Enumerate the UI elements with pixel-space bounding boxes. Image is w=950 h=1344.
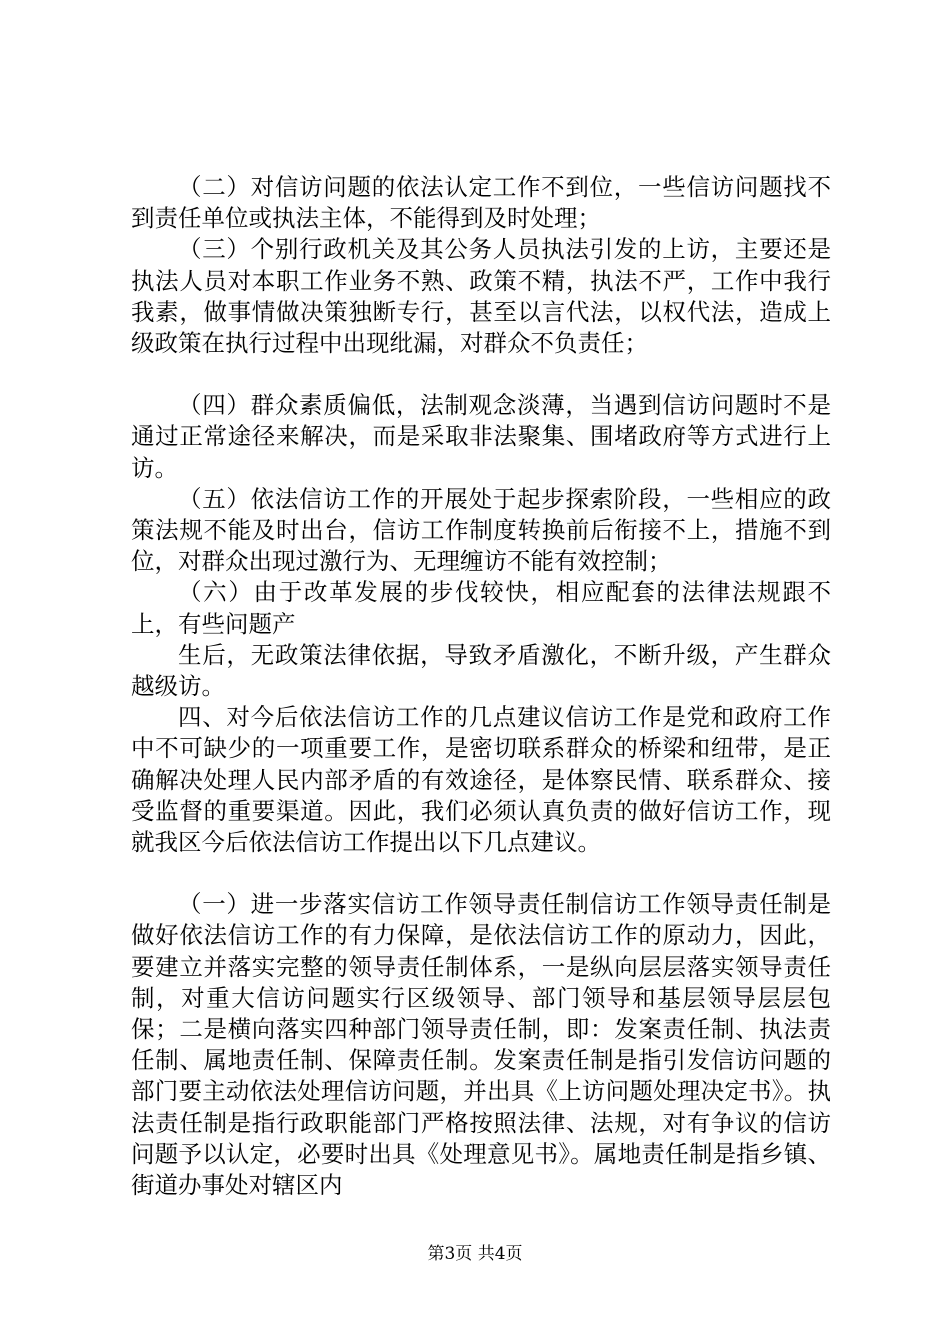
document-body	[131, 172, 831, 1201]
suggestion-1-paragraph: （一）进一步落实信访工作领导责任制信访工作领导责任制是做好依法信访工作的有力保障，是依法信访工作的原动力，因此，要建立并落实完整的领导责任制体系，一是纵向层层落实领导责任制，对重大信访问题实行区级领导、部门领导和基层领导层层包保；二是横向落实四种部门领导责任制，即：发案责任制、执法责任制、属地责任制、保障责任制。发案责任制是指引发信访问题的部门要主动依法处理信访问题，并出具《上访问题处理决定书》。执法责任制是指行政职能部门严格按照法律、法规，对有争议的信访问题予以认定，必要时出具《处理意见书》。属地责任制是指乡镇、街道办事处对辖区内	[131, 890, 831, 1200]
paragraph-4: （四）群众素质偏低，法制观念淡薄，当遇到信访问题时不是通过正常途径来解决，而是采取非法聚集、围堵政府等方式进行上访。	[131, 391, 831, 482]
page-footer: 第3页 共4页	[427, 1244, 523, 1264]
section-four-paragraph: 四、对今后依法信访工作的几点建议信访工作是党和政府工作中不可缺少的一项重要工作，是密切联系群众的桥梁和纽带，是正确解决处理人民内部矛盾的有效途径，是体察民情、联系群众、接受监督的重要渠道。因此，我们必须认真负责的做好信访工作，现就我区今后依法信访工作提出以下几点建议。	[131, 703, 831, 857]
paragraph-5: （五）依法信访工作的开展处于起步探索阶段，一些相应的政策法规不能及时出台，信访工作制度转换前后衔接不上，措施不到位，对群众出现过激行为、无理缠访不能有效控制；	[131, 484, 831, 576]
paragraph-gap	[131, 359, 831, 390]
paragraph-3: （三）个别行政机关及其公务人员执法引发的上访，主要还是执法人员对本职工作业务不熟、政策不精，执法不严，工作中我行我素，做事情做决策独断专行，甚至以言代法，以权代法，造成上级政策在执行过程中出现纰漏，对群众不负责任；	[131, 235, 831, 358]
paragraph-2: （二）对信访问题的依法认定工作不到位，一些信访问题找不到责任单位或执法主体，不能得到及时处理；	[131, 173, 831, 233]
paragraph-6: （六）由于改革发展的步伐较快，相应配套的法律法规跟不上，有些问题产	[131, 578, 831, 638]
paragraph-gap	[131, 858, 831, 889]
paragraph-6-continued: 生后，无政策法律依据，导致矛盾激化，不断升级，产生群众越级访。	[131, 640, 831, 701]
